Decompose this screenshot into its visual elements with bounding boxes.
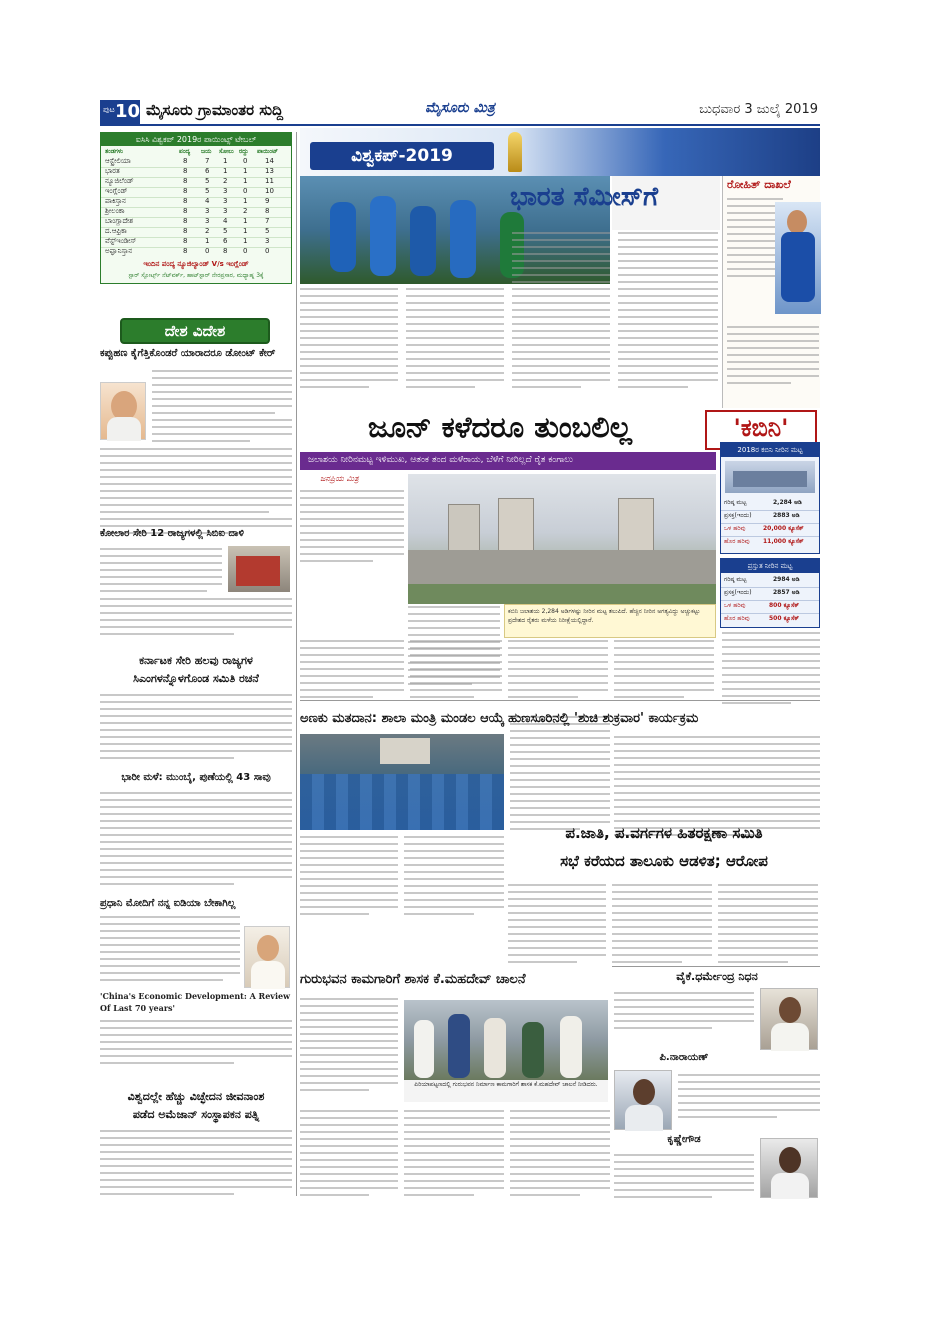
table-row: ವೆಸ್ಟ್‌ಇಂಡೀಸ್ 8 1 6 1 3 — [101, 237, 291, 248]
rohit-title: ರೋಹಿತ್ ದಾಖಲೆ — [727, 178, 791, 191]
table-row: ಇಂಗ್ಲೆಂಡ್ 8 5 3 0 10 — [101, 187, 291, 198]
kabini-reporter: ಜನಪ್ರಿಯ ಮಿತ್ರ — [320, 474, 359, 483]
dam-illustration — [725, 461, 815, 493]
cbi-photo — [228, 546, 290, 592]
table-row: ಪಾಕಿಸ್ತಾನ 8 4 3 1 9 — [101, 197, 291, 208]
kabini-photo-caption-box — [504, 604, 716, 638]
obit2-photo — [614, 1070, 672, 1130]
headline-cm-committee-2: ಸಿಎಂಗಳನ್ನೊಳಗೊಂಡ ಸಮಿತಿ ರಚನೆ — [133, 672, 259, 685]
table-now-title: ಪ್ರಸ್ತುತ ನೀರಿನ ಮಟ್ಟ — [721, 559, 819, 573]
table-row: ನ್ಯೂಜಿಲೆಂಡ್ 8 5 2 1 11 — [101, 177, 291, 188]
gurubhavana-caption: ಪಿರಿಯಾಪಟ್ಟಣದಲ್ಲಿ ಗುರುಭವನ ನಿರ್ಮಾಣ ಕಾಮಗಾರಿಗೆ ಶಾಸಕ ಕೆ.ಮಹದೇವ್ ಚಾಲನೆ ನೀಡಿದರು. — [404, 1080, 608, 1102]
kabini-photo-caption: ಕಬಿನಿ ಜಲಾಶಯ 2,284 ಅಡಿಗಳಷ್ಟು ನೀರಿನ ಮಟ್ಟ ತಲುಪಿದೆ. ಹೆಚ್ಚಿನ ನೀರಿನ ಅಗತ್ಯವಿದ್ದು ಅಚ್ಚುಕಟ್ಟು ಪ್ರದೇಶದ ರೈತರು ಮಳೆಯ ನಿರೀಕ್ಷೆಯಲ್ಲಿದ್ದಾರೆ. — [508, 608, 701, 624]
trophy-icon — [508, 132, 522, 172]
todays-match: ಇಂದಿನ ಪಂದ್ಯ ನ್ಯೂಜಿಲ್ಯಾಂಡ್ V/s ಇಂಗ್ಲೆಂಡ್ — [143, 260, 249, 268]
headline-samiti-2: ಸಭೆ ಕರೆಯದ ತಾಲೂಕು ಆಡಳಿತ; ಆರೋಪ — [560, 852, 768, 870]
worldcup-body — [300, 288, 720, 406]
col-team: ತಂಡಗಳು — [105, 148, 124, 155]
table-row: ಶ್ರೀಲಂಕಾ 8 3 3 2 8 — [101, 207, 291, 218]
page-label: ಪುಟ — [103, 105, 115, 114]
table-2018-title: 2018ರ ಕಬಿನಿ ನೀರಿನ ಮಟ್ಟ — [721, 443, 819, 457]
semis-headline: ಭಾರತ ಸೆಮೀಸ್‌ಗೆ — [510, 182, 659, 212]
page-number-box — [100, 100, 140, 124]
obit1-name: ಪಿ.ನಾರಾಯಣ್ — [659, 1052, 709, 1063]
headline-samiti-1: ಪ.ಜಾತಿ, ಪ.ವರ್ಗಗಳ ಹಿತರಕ್ಷಣಾ ಸಮಿತಿ — [565, 824, 763, 842]
points-table — [100, 132, 292, 284]
worldcup-banner-label — [310, 142, 494, 170]
page-number: 10 — [115, 101, 141, 122]
table-row: ಗರಿಷ್ಠ ಮಟ್ಟ 2,284 ಅಡಿ — [721, 497, 819, 511]
rohit-photo — [775, 202, 821, 314]
rohit-panel — [722, 176, 820, 408]
col-won: ಜಯ — [201, 148, 212, 155]
book-quote: 'China's Economic Development: A Review Of Last 70 years' — [100, 991, 290, 1013]
date: ಬುಧವಾರ 3 ಜುಲೈ 2019 — [699, 102, 818, 117]
headline-black-money: ಕಪ್ಪುಹಣ ಕೈಗೆತ್ತಿಕೊಂಡರೆ ಯಾರಾದರೂ ಡೋಂಟ್ ಕೇರ್ — [100, 348, 276, 359]
col-lost: ಸೋಲು — [219, 148, 234, 155]
kabini-dam-photo — [408, 474, 716, 604]
modi-photo — [100, 382, 146, 440]
headline-amazon-2: ಪಡೆದ ಅಮೆಜಾನ್ ಸಂಸ್ಥಾಪಕನ ಪತ್ನಿ — [132, 1108, 260, 1121]
kabini-bottom-rule — [300, 700, 820, 701]
table-row: ಅಫ್ಘಾನಿಸ್ತಾನ 8 0 8 0 0 — [105, 247, 270, 255]
samiti-bottom-rule — [612, 966, 820, 967]
masthead — [100, 98, 820, 126]
table-row: ಬಾಂಗ್ಲಾದೇಶ 8 3 4 1 7 — [101, 217, 291, 228]
headline-amazon-1: ವಿಶ್ವದಲ್ಲೇ ಹೆಚ್ಚು ವಿಚ್ಛೇದನ ಜೀವನಾಂಶ — [127, 1090, 265, 1103]
table-row: ದ.ಆಫ್ರಿಕಾ 8 2 5 1 5 — [101, 227, 291, 238]
obit3-photo — [760, 1138, 818, 1198]
kabini-headline: ಜೂನ್ ಕಳೆದರೂ ತುಂಬಲಿಲ್ಲ — [367, 410, 633, 444]
table-row: ಹೊರ ಹರಿವು 11,000 ಕ್ಯೂಸೆಕ್ — [724, 538, 804, 545]
left-news-column — [100, 348, 292, 1198]
table-row: ಭಾರತ 8 6 1 1 13 — [101, 167, 291, 178]
table-row: ಒಳ ಹರಿವು 800 ಕ್ಯೂಸೆಕ್ — [721, 600, 819, 614]
table-row: ಗರಿಷ್ಠ ಮಟ್ಟ 2984 ಅಡಿ — [721, 574, 819, 588]
col-nr: ರದ್ದು — [239, 148, 249, 155]
headline-gurubhavana: ಗುರುಭವನ ಕಾಮಗಾರಿಗೆ ಶಾಸಕ ಕೆ.ಮಹದೇವ್ ಚಾಲನೆ — [300, 972, 526, 987]
points-table-header — [101, 146, 291, 157]
left-column-divider — [296, 132, 297, 1196]
obit2-title: ಕೃಷ್ಣೇಗೌಡ — [667, 1134, 701, 1145]
gurubhavana-photo — [404, 1000, 608, 1080]
headline-mumbai-rain: ಭಾರೀ ಮಳೆ: ಮುಂಬೈ, ಪುಣೆಯಲ್ಲಿ 43 ಸಾವು — [121, 772, 271, 783]
kabini-subhead — [300, 452, 716, 470]
col-played: ಪಂದ್ಯ — [179, 148, 191, 155]
obit1-photo — [760, 988, 818, 1050]
headline-swamy: ಪ್ರಧಾನಿ ಮೋದಿಗೆ ನನ್ನ ಐಡಿಯಾ ಬೇಕಾಗಿಲ್ಲ — [100, 898, 236, 909]
kabini-table-2018 — [720, 442, 820, 554]
section-title: ಮೈಸೂರು ಗ್ರಾಮಾಂತರ ಸುದ್ದಿ — [146, 101, 284, 119]
points-table-body — [101, 157, 291, 259]
points-table-title: ಐಸಿಸಿ ವಿಶ್ವಕಪ್ 2019ರ ಪಾಯಿಂಟ್ಸ್ ಟೇಬಲ್ — [101, 133, 291, 146]
swamy-photo — [244, 926, 290, 988]
desha-videsha-label — [120, 318, 270, 344]
kabini-name: 'ಕಬಿನಿ' — [733, 414, 789, 442]
school-voting-photo — [300, 734, 504, 830]
semis-headline-box — [510, 176, 720, 230]
headline-hunasuru: ಹುಣಸೂರಿನಲ್ಲಿ 'ಶುಚಿ ಶುಕ್ರವಾರ' ಕಾರ್ಯಕ್ರಮ — [508, 711, 699, 726]
paper-name: ಮೈಸೂರು ಮಿತ್ರ — [425, 100, 495, 116]
headline-cbi-raid: ಕೋಲಾರ ಸೇರಿ 12 ರಾಜ್ಯಗಳಲ್ಲಿ ಸಿಬಿಐ ದಾಳಿ — [100, 528, 244, 539]
col-points: ಪಾಯಿಂಟ್ — [257, 148, 278, 155]
broadcast-info: ಸ್ಟಾರ್ ಸ್ಪೋರ್ಟ್ಸ್ ನೆಟ್‌ವರ್ಕ್, ಹಾಟ್‌ಸ್ಟಾರ್ ನೇರಪ್ರಸಾರ, ಮಧ್ಯಾಹ್ನ 3ಕ್ಕೆ — [128, 272, 264, 279]
kabini-table-now — [720, 558, 820, 628]
table-row: ಒಳ ಹರಿವು 20,000 ಕ್ಯೂಸೆಕ್ — [721, 523, 819, 537]
worldcup-banner-text: ವಿಶ್ವಕಪ್-2019 — [351, 146, 453, 166]
table-row: ಪ್ರಸಕ್ತ(ಇಂದು) 2857 ಅಡಿ — [721, 587, 819, 601]
headline-cm-committee-1: ಕರ್ನಾಟಕ ಸೇರಿ ಹಲವು ರಾಜ್ಯಗಳ — [139, 654, 253, 667]
headline-mock-voting: ಅಣಕು ಮತದಾನ: ಶಾಲಾ ಮಂತ್ರಿ ಮಂಡಲ ಆಯ್ಕೆ — [300, 711, 505, 726]
table-row: ಪ್ರಸಕ್ತ(ಇಂದು) 2883 ಅಡಿ — [721, 510, 819, 524]
desha-videsha-text: ದೇಶ ವಿದೇಶ — [164, 322, 226, 340]
worldcup-banner — [300, 128, 820, 176]
table-row: ಹೊರ ಹರಿವು 500 ಕ್ಯೂಸೆಕ್ — [724, 615, 800, 622]
samiti-headline-block — [508, 822, 820, 880]
table-row: ಆಸ್ಟ್ರೇಲಿಯಾ 8 7 1 0 14 — [101, 157, 291, 168]
kabini-subhead-text: ಜಲಾಶಯ ನೀರಿನಮಟ್ಟ ಇಳಿಮುಖ, ಆತಂಕ ತಂದ ಮಳೆರಾಯ, ಬೆಳೆಗೆ ನೀರಿಲ್ಲದೆ ರೈತ ಕಂಗಾಲು — [308, 455, 573, 465]
obit1-title: ವೈಕೆ.ಧರ್ಮೇಂದ್ರ ನಿಧನ — [676, 970, 758, 983]
